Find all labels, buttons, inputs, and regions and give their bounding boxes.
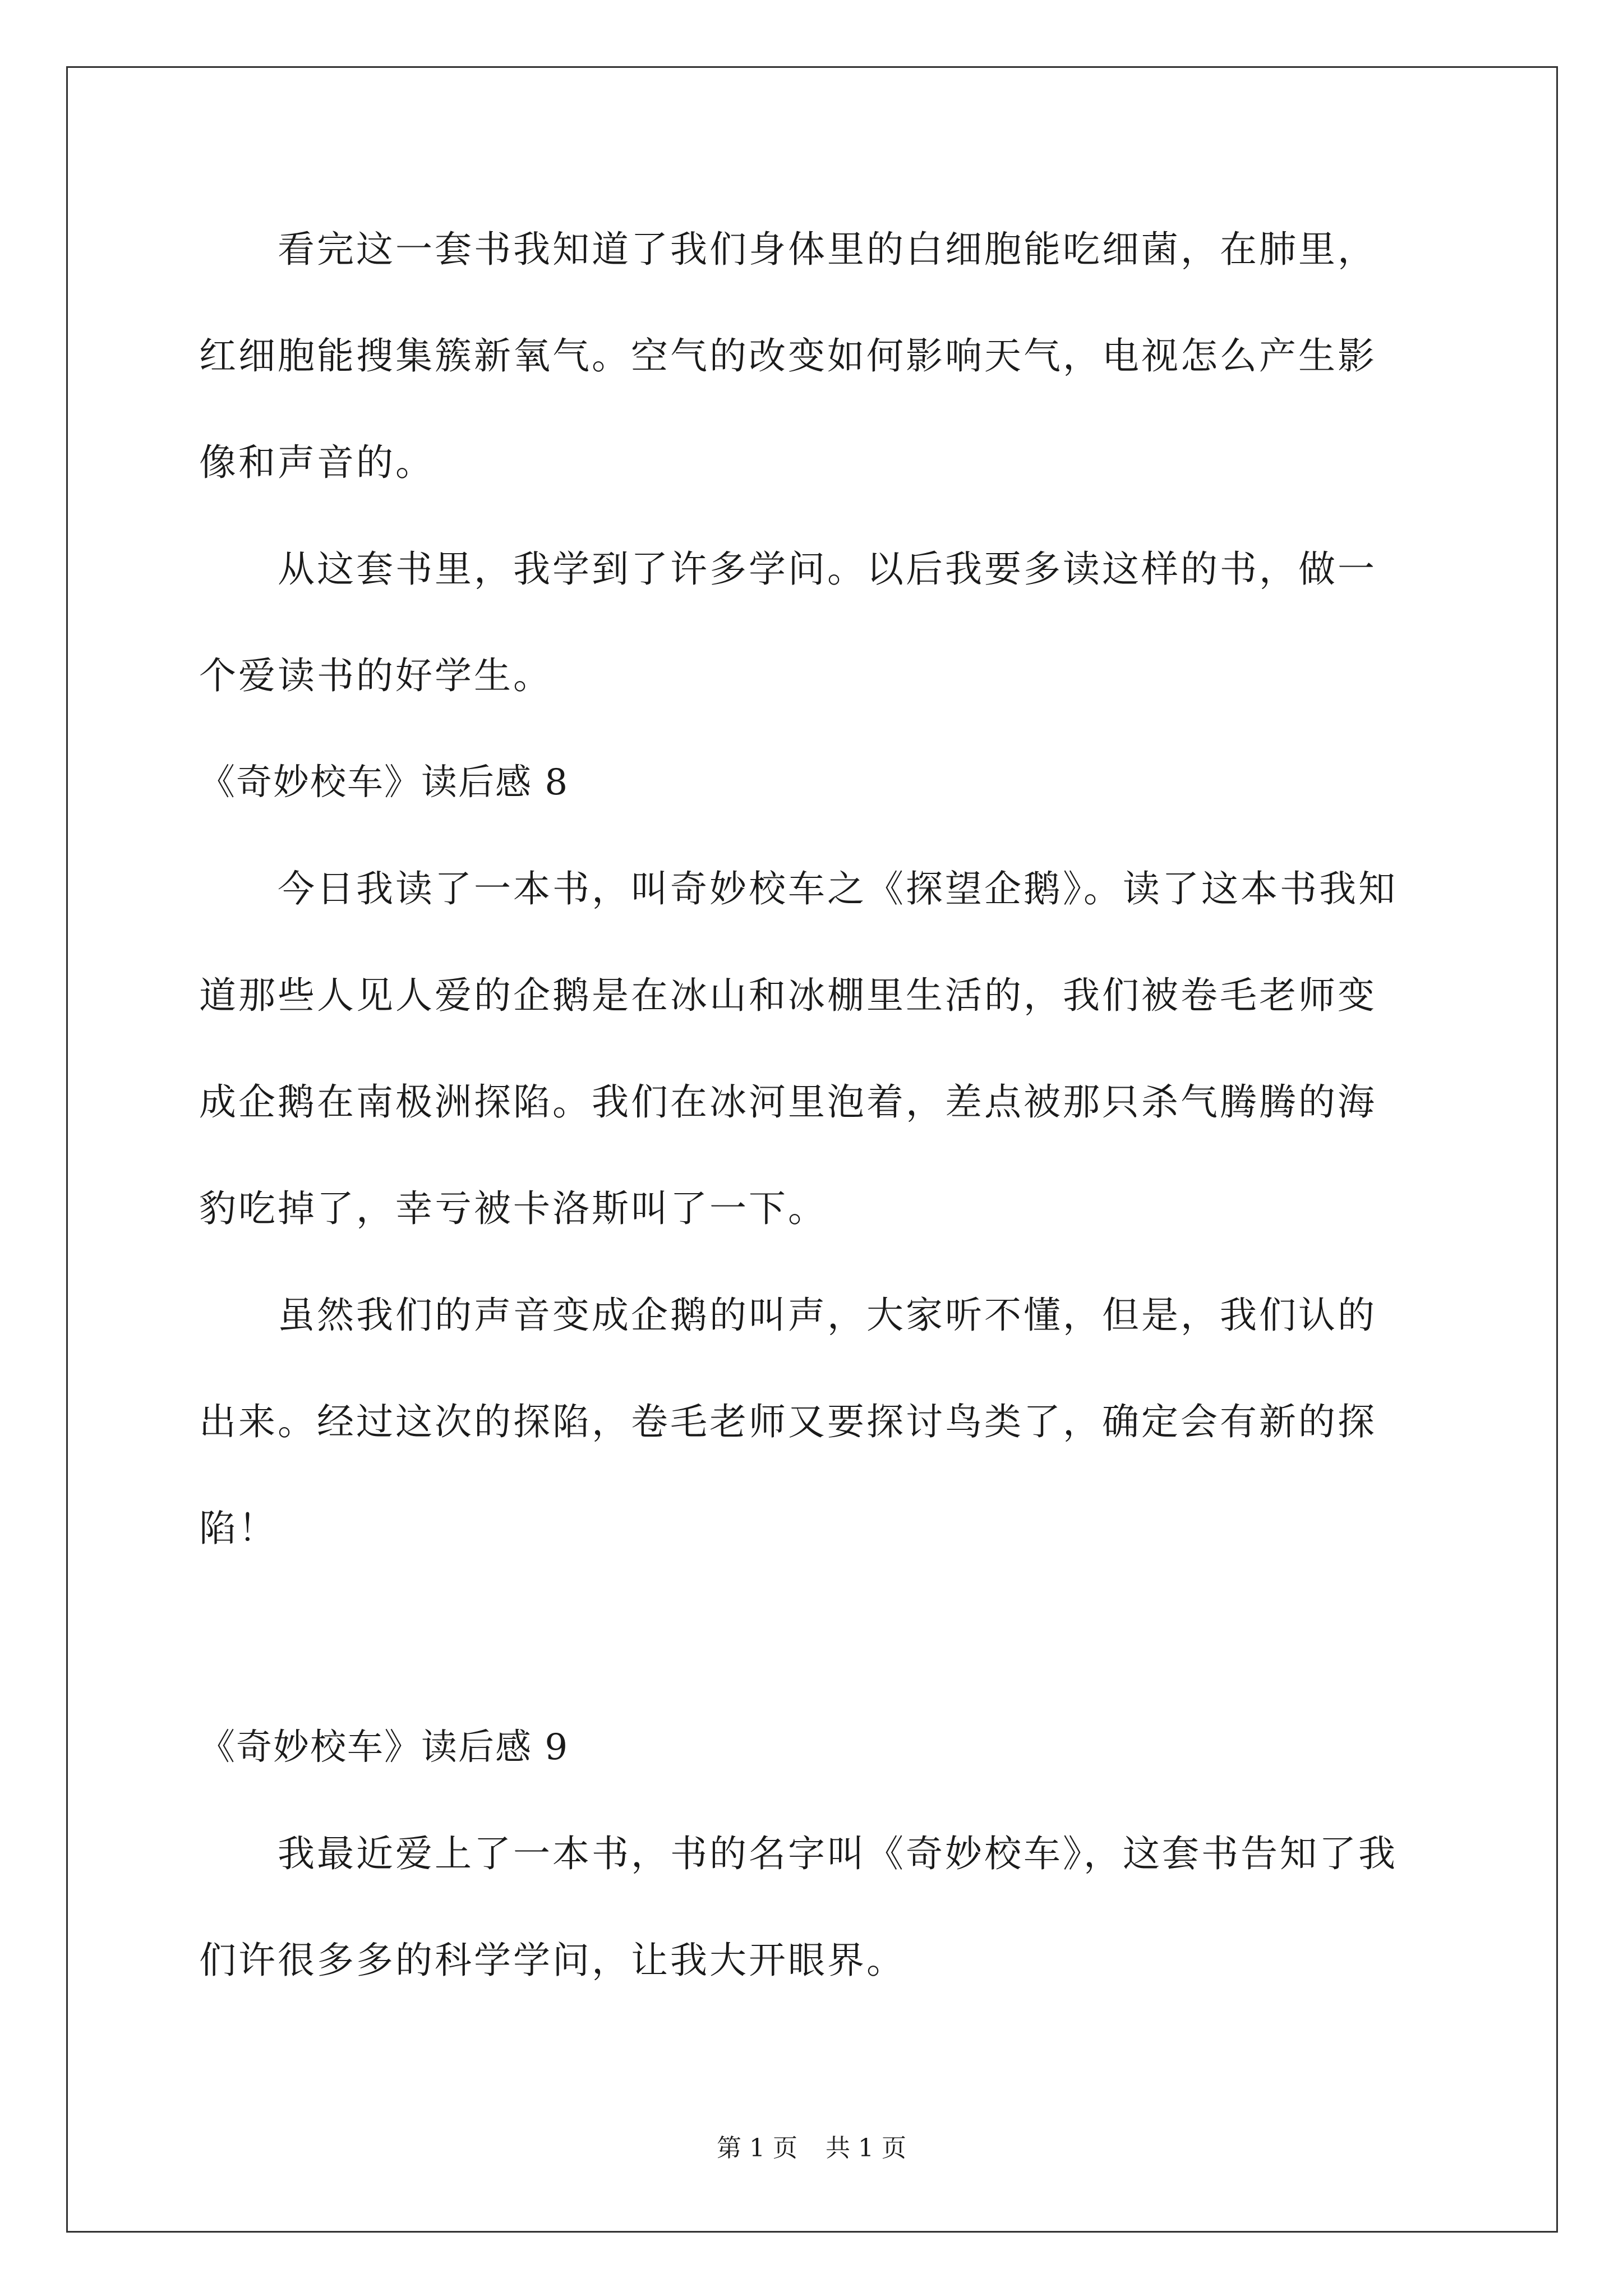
paragraph-4-line-1: 虽然我们的声音变成企鹅的叫声，大家听不懂，但是，我们认的 [278,1294,1377,1337]
paragraph-3-line-4: 豹吃掉了，幸亏被卡洛斯叫了一下。 [199,1187,827,1230]
paragraph-3-line-1: 今日我读了一本书，叫奇妙校车之《探望企鹅》。读了这本书我知 [278,867,1398,910]
page-footer [0,2132,1623,2165]
paragraph-1-line-2: 红细胞能搜集簇新氧气。空气的改变如何影响天气，电视怎么产生影 [199,334,1377,378]
paragraph-3-line-3: 成企鹅在南极洲探陷。我们在冰河里泡着，差点被那只杀气腾腾的海 [199,1080,1377,1124]
section-heading-8: 《奇妙校车》读后感 8 [199,762,569,803]
paragraph-5-line-1: 我最近爱上了一本书，书的名字叫《奇妙校车》，这套书告知了我 [278,1832,1398,1875]
page-number: 第 1 页 [717,2134,797,2162]
paragraph-5-line-2: 们许很多多的科学学问，让我大开眼界。 [199,1939,906,1982]
section-heading-9: 《奇妙校车》读后感 9 [199,1727,569,1768]
paragraph-2-line-1: 从这套书里，我学到了许多学问。以后我要多读这样的书，做一 [278,547,1377,591]
total-pages: 共 1 页 [826,2134,906,2162]
paragraph-1-line-3: 像和声音的。 [199,441,435,484]
paragraph-1-line-1: 看完这一套书我知道了我们身体里的白细胞能吃细菌，在肺里， [278,228,1377,271]
paragraph-4-line-3: 陷！ [199,1507,278,1550]
paragraph-4-line-2: 出来。经过这次的探陷，卷毛老师又要探讨鸟类了，确定会有新的探 [199,1400,1377,1443]
page-border [66,66,1558,2233]
paragraph-2-line-2: 个爱读书的好学生。 [199,654,552,697]
paragraph-3-line-2: 道那些人见人爱的企鹅是在冰山和冰棚里生活的，我们被卷毛老师变 [199,974,1377,1017]
